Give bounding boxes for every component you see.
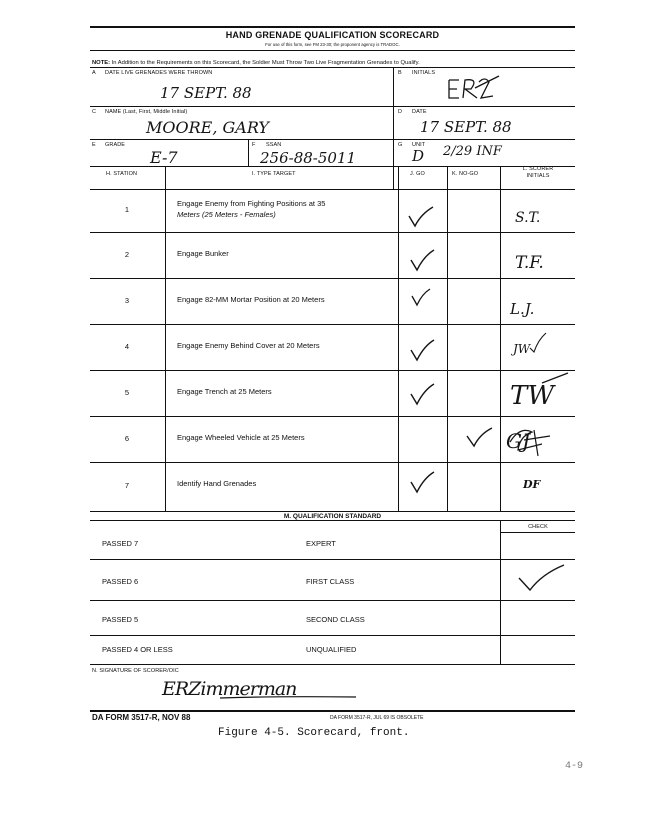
target-type-line1: Engage Enemy Behind Cover at 20 Meters (177, 341, 320, 350)
note-bottom-line (90, 67, 575, 68)
header-no-go: K. NO-GO (452, 171, 479, 177)
field-a-letter: A (92, 70, 96, 76)
scorer-initials: GJ (506, 429, 530, 453)
check-first-class-icon (516, 564, 566, 592)
col-nogo-line (447, 166, 448, 511)
row-cd-line (90, 139, 575, 140)
form-subtitle: For use of this form, see FM 23-30; the proponent agency is TRADOC. (265, 42, 400, 47)
field-b-letter: B (398, 70, 402, 76)
field-g-label: UNIT (412, 142, 426, 148)
qual-rating-label: EXPERT (306, 539, 336, 548)
row-ab-line (90, 106, 575, 107)
target-type-line1: Identify Hand Grenades (177, 479, 257, 488)
note-label: NOTE: (92, 60, 111, 66)
row-6-line (90, 462, 575, 463)
field-g-value-2: 2/29 INF (443, 144, 502, 159)
go-checkmark-icon (408, 382, 436, 406)
signature-label: N. SIGNATURE OF SCORER/OIC (92, 668, 179, 674)
target-type-line1: Engage Wheeled Vehicle at 25 Meters (177, 433, 305, 442)
scorecard-form (90, 26, 575, 712)
field-a-value: 17 SEPT. 88 (160, 84, 252, 102)
field-e-value: E-7 (150, 148, 178, 167)
obsolete-notice: DA FORM 3517-R, JUL 69 IS OBSOLETE (330, 715, 424, 721)
scorer-initials-flourish-icon (506, 422, 552, 458)
qual-header-line (90, 520, 575, 521)
header-initials: INITIALS (526, 173, 550, 179)
col-go-line (398, 166, 399, 511)
go-checkmark-icon (408, 470, 436, 494)
field-b-label: INITIALS (412, 70, 436, 76)
note-line (92, 60, 420, 66)
initials-b-signature (445, 74, 505, 104)
row-4-line (90, 370, 575, 371)
field-f-label: SSAN (266, 142, 282, 148)
row-3-line (90, 324, 575, 325)
signature-underline-icon (218, 694, 358, 702)
qual-passed-label: PASSED 5 (102, 615, 139, 624)
qualification-header: M. QUALIFICATION STANDARD (283, 513, 382, 520)
field-d-label: DATE (412, 109, 427, 115)
row-5-line (90, 416, 575, 417)
target-type-line2: Meters (25 Meters - Females) (177, 210, 276, 219)
header-bottom-line (90, 189, 575, 190)
header-go: J. GO (410, 171, 425, 177)
qual-row-1-line (90, 559, 575, 560)
check-header-line (500, 532, 575, 533)
station-number: 1 (124, 205, 130, 214)
scorer-initials: TW (510, 381, 555, 411)
station-number: 5 (124, 388, 130, 397)
field-c-letter: C (92, 109, 97, 115)
qual-passed-label: PASSED 7 (102, 539, 139, 548)
header-station: H. STATION (106, 171, 138, 177)
row-7-line (90, 511, 575, 512)
form-title: HAND GRENADE QUALIFICATION SCORECARD (225, 30, 440, 40)
header-scorer: L. SCORER (522, 166, 554, 172)
field-f-letter: F (252, 142, 256, 148)
field-e-letter: E (92, 142, 96, 148)
target-type-line1: Engage Trench at 25 Meters (177, 387, 272, 396)
go-checkmark-icon (405, 206, 435, 228)
scorer-initials-stroke-icon (540, 371, 570, 391)
col-station-line (165, 166, 166, 511)
qual-row-3-line (90, 635, 575, 636)
station-number: 3 (124, 296, 130, 305)
field-e-label: GRADE (105, 142, 126, 148)
qual-passed-label: PASSED 4 OR LESS (102, 645, 173, 654)
station-number: 4 (124, 342, 130, 351)
top-border (90, 26, 575, 28)
qual-rating-label: UNQUALIFIED (306, 645, 357, 654)
field-divider (393, 67, 394, 189)
header-type-target: I. TYPE TARGET (252, 171, 296, 177)
col-scorer-line (500, 166, 501, 511)
station-number: 7 (124, 481, 130, 490)
go-checkmark-icon (410, 288, 432, 308)
form-bottom-border (90, 710, 575, 712)
field-g-value-1: D (412, 147, 425, 165)
scorer-initials: T.F. (515, 253, 544, 273)
target-type-line1: Engage Enemy from Fighting Positions at 35 (177, 199, 326, 208)
station-number: 2 (124, 250, 130, 259)
scorer-initials: S.T. (515, 210, 541, 226)
row-1-line (90, 232, 575, 233)
scorer-initials: L.J. (510, 300, 535, 318)
field-c-label: NAME (Last, First, Middle Initial) (105, 109, 188, 115)
field-f-value: 256-88-5011 (260, 149, 357, 167)
scorer-initials: DF (523, 478, 541, 491)
page-number: 4-9 (565, 761, 584, 772)
form-id: DA FORM 3517-R, NOV 88 (92, 713, 191, 722)
figure-caption: Figure 4-5. Scorecard, front. (218, 727, 410, 739)
field-d-value: 17 SEPT. 88 (420, 118, 512, 136)
check-header: CHECK (528, 524, 548, 530)
field-c-value: MOORE, GARY (146, 118, 269, 137)
field-g-letter: G (398, 142, 403, 148)
go-checkmark-icon (408, 338, 436, 362)
note-text: In Addition to the Requirements on this Scorecard, the Soldier Must Throw Two Live Fragmentation Grenades to Qualify. (111, 60, 420, 66)
qual-rating-label: FIRST CLASS (306, 577, 355, 586)
station-number: 6 (124, 434, 130, 443)
scorer-signature: ERZimmerman (162, 678, 297, 700)
target-type-line1: Engage 82-MM Mortar Position at 20 Meters (177, 295, 325, 304)
field-a-label: DATE LIVE GRENADES WERE THROWN (105, 70, 213, 76)
field-d-letter: D (398, 109, 403, 115)
qual-passed-label: PASSED 6 (102, 577, 139, 586)
note-top-line (90, 50, 575, 51)
check-col-line (500, 520, 501, 664)
target-type-line1: Engage Bunker (177, 249, 229, 258)
no-go-checkmark-icon (464, 426, 494, 448)
qual-rating-label: SECOND CLASS (306, 615, 365, 624)
grade-ssan-divider (248, 139, 249, 166)
row-2-line (90, 278, 575, 279)
qual-row-4-line (90, 664, 575, 665)
scorer-initials: JW (513, 342, 531, 356)
qual-row-2-line (90, 600, 575, 601)
go-checkmark-icon (408, 248, 436, 272)
scorer-check-flourish-icon (528, 332, 548, 354)
